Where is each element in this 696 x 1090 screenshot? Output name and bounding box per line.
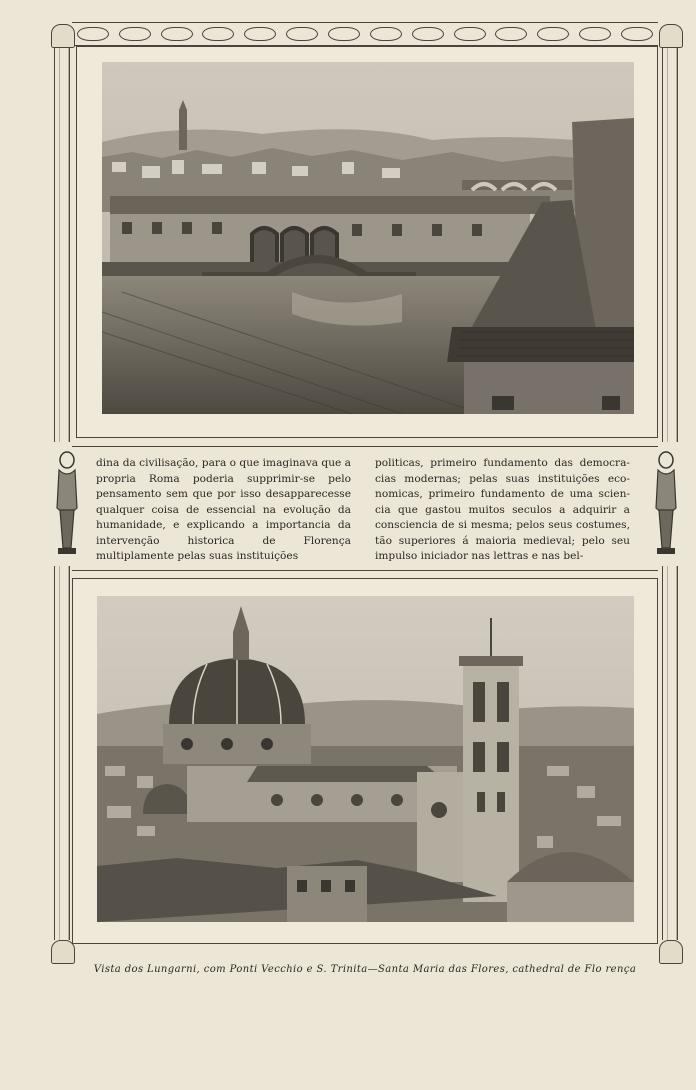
pillar-capital-top-right — [659, 24, 683, 48]
caryatid-ornament-right — [653, 448, 679, 558]
figure-caption: Vista dos Lungarni, com Ponti Vecchio e S. Trinita—Santa Maria das Flores, cathedral de Flo rença — [93, 964, 637, 975]
article-column-left — [96, 456, 351, 562]
text-rule-bottom — [72, 570, 658, 571]
text-rule-top — [72, 446, 658, 447]
pillar-right-upper — [662, 48, 678, 442]
pillar-left-lower — [54, 566, 70, 940]
ornamental-top-band — [72, 22, 658, 46]
caryatid-ornament-left — [54, 448, 80, 558]
pillar-capital-top-left — [51, 24, 75, 48]
article-column-left-text: dina da civilisação, para o que imaginava que a propria Roma poderia supprimir-se pelo pensamento sem que por isso desapparecesse qualquer coisa de essencial na evolução da humanidade, e explicando a importancia da intervenção historica de Florença multiplamente pelas suas instituições — [96, 457, 351, 562]
pillar-base-bottom-right — [659, 940, 683, 964]
article-column-right — [375, 456, 630, 562]
pillar-left-upper — [54, 48, 70, 442]
photo-ponte-vecchio — [102, 62, 634, 414]
pillar-right-lower — [662, 566, 678, 940]
photo-santa-maria-del-fiore — [97, 596, 634, 922]
article-column-right-text: politicas, primeiro fundamento das democracias modernas; pelas suas instituições economicas, primeiro fundamento de uma sciencia que gastou muitos seculos a adquirir a consciencia de si mesma; pelos seus costumes, tão superiores á maioria medieval; pelo seu impulso iniciador nas lettras e nas bel- — [375, 457, 630, 562]
